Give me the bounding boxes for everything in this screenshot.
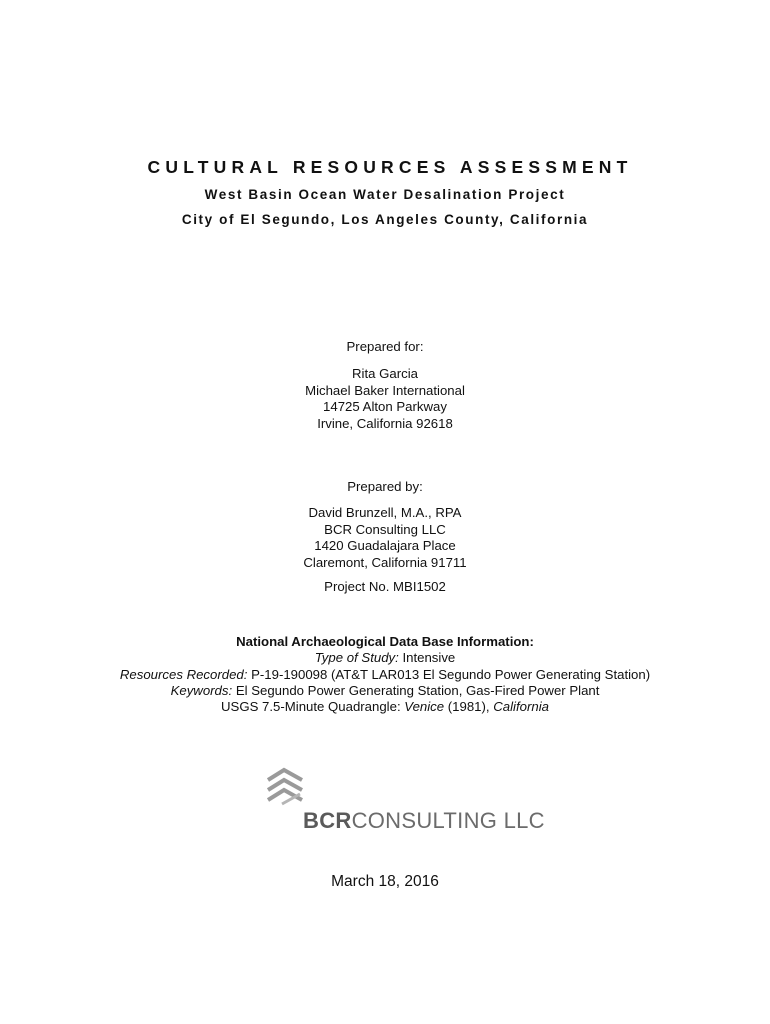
bcr-consulting-logo [262, 764, 545, 854]
prepared-by-name: David Brunzell, M.A., RPA [308, 505, 462, 520]
nadb-heading: National Archaeological Data Base Information: [236, 634, 534, 649]
nadb-type-of-study [0, 650, 770, 666]
nadb-type-label: Type of Study: [314, 650, 399, 666]
nadb-quad-state: California [493, 699, 549, 715]
prepared-for-street: 14725 Alton Parkway [323, 399, 447, 414]
nadb-keywords-label: Keywords: [170, 682, 233, 698]
project-location: City of El Segundo, Los Angeles County, California [181, 212, 589, 227]
nadb-keywords-value: El Segundo Power Generating Station, Gas-Fired Power Plant [232, 682, 600, 698]
prepared-by-company: BCR Consulting LLC [324, 521, 446, 537]
project-number: Project No. MBI1502 [324, 579, 446, 594]
chevron-stack-icon [262, 764, 322, 814]
prepared-by-street: 1420 Guadalajara Place [314, 538, 456, 553]
prepared-for-city: Irvine, California 92618 [317, 415, 453, 431]
logo-wordmark [303, 808, 545, 834]
prepared-for-name: Rita Garcia [352, 366, 418, 381]
nadb-info-block [0, 634, 770, 715]
nadb-keywords [0, 683, 770, 699]
nadb-quad-year: (1981), [444, 699, 494, 715]
report-date: March 18, 2016 [331, 873, 439, 890]
prepared-by-city: Claremont, California 91711 [303, 554, 467, 570]
prepared-by-label: Prepared by: [347, 479, 423, 494]
prepared-for-block [0, 366, 770, 432]
document-title: CULTURAL RESOURCES ASSESSMENT [147, 157, 633, 177]
nadb-quadrangle [0, 699, 770, 715]
nadb-resources-label: Resources Recorded: [119, 666, 248, 682]
project-name: West Basin Ocean Water Desalination Project [204, 187, 566, 202]
nadb-quad-name: Venice [404, 699, 445, 715]
logo-bcr: BCR [303, 808, 352, 833]
nadb-resources-recorded [0, 667, 770, 683]
prepared-by-block [0, 505, 770, 571]
nadb-quad-prefix: USGS 7.5-Minute Quadrangle: [221, 699, 405, 715]
logo-consulting: CONSULTING LLC [351, 808, 545, 833]
nadb-resources-value: P-19-190098 (AT&T LAR013 El Segundo Power Generating Station) [247, 666, 651, 682]
prepared-for-label: Prepared for: [346, 339, 424, 354]
prepared-for-company: Michael Baker International [305, 382, 465, 398]
nadb-type-value: Intensive [398, 650, 456, 666]
